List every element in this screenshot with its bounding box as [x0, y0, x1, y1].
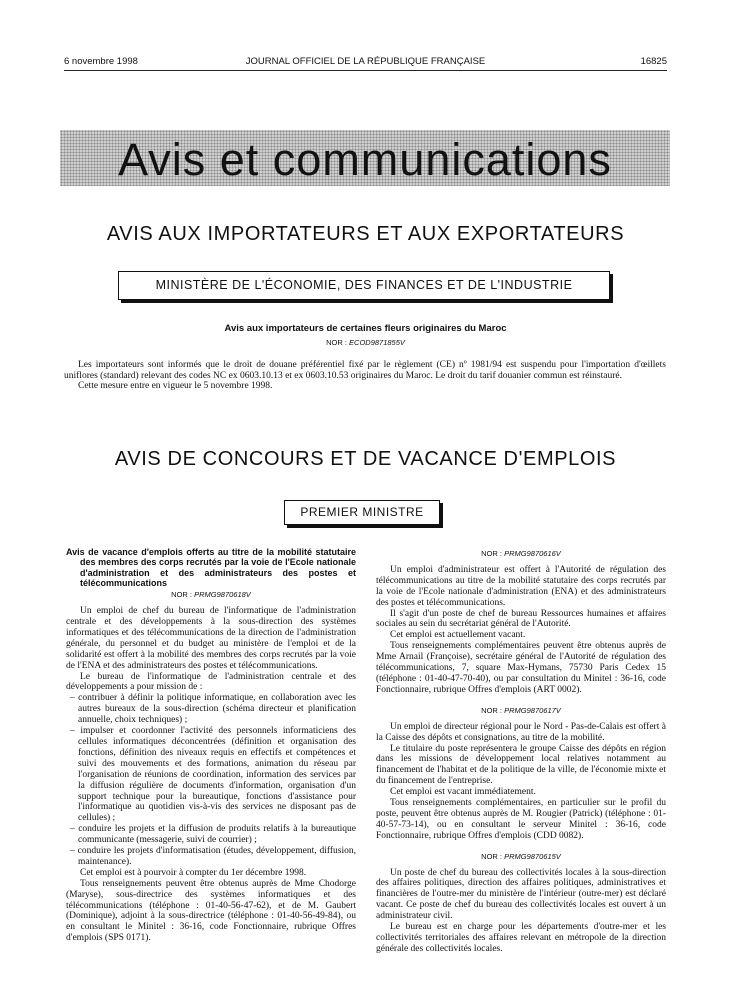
- issue-date: 6 novembre 1998: [64, 56, 138, 67]
- notice-paragraph: Les importateurs sont informés que le droit de douane préférentiel fixé par le règlement (CE) nº 1981/94 est suspendu pour l'importation d'œillets uniflores (standard) relevant des codes NC ex 0603.10.13 et ex 0603.10.53 originaires du Maroc. Le droit du tarif douanier commun est réinstauré.: [64, 360, 666, 381]
- paragraph: Il s'agit d'un poste de chef de bureau Ressources humaines et affaires sociales au sein du secrétariat général de l'Autorité.: [376, 608, 666, 630]
- ministry-box: [118, 271, 610, 300]
- paragraph: Cet emploi est vacant immédiatement.: [390, 787, 536, 798]
- authority-box: [284, 500, 440, 525]
- notice-body: [64, 360, 666, 392]
- header-rule: [64, 70, 667, 71]
- paragraph: Le bureau est en charge pour les départements d'outre-mer et les collectivités territoriales des affaires relevant en métropole de la direction générale des collectivités locales.: [376, 922, 666, 954]
- vacancy-nor: [66, 590, 356, 601]
- paragraph: Le bureau de l'informatique de l'administration centrale et des développements a pour mission de :: [66, 671, 356, 693]
- page-number: 16825: [640, 56, 667, 67]
- paragraph: Tous renseignements complémentaires peuvent être obtenus auprès de Mme Arnail (Françoise), secrétaire général de l'Autorité de régulation des télécommunications, 7, square Max-Hymans, 75730 Paris Cedex 15 (téléphone : 01-40-47-70-40), ou par consultation du Minitel : 36-16, code Fonctionnaire, rubrique Offres d'emplois (ART 0002).: [376, 641, 666, 695]
- block-gap: [376, 842, 666, 850]
- section-title-concours: AVIS DE CONCOURS ET DE VACANCE D'EMPLOIS: [114, 448, 617, 470]
- vacancy-nor: [376, 852, 666, 863]
- paragraph: Un emploi de chef du bureau de l'informatique de l'administration centrale et des développements à la sous-direction des systèmes informatiques et des télécommunications de la direction de l'administration générale, du personnel et du budget au ministère de l'emploi et de la solidarité est offert à la mobilité des membres des corps recrutés par la voie de l'ENA et des administrateurs des postes et télécommunications.: [66, 606, 356, 671]
- right-column: [376, 547, 666, 955]
- list-item: – contribuer à définir la politique informatique, en collaboration avec les autres bureaux de la sous-direction (schéma directeur et planification annuelle, choix techniques) ;: [66, 693, 356, 726]
- list-item: – conduire les projets d'informatisation (études, développement, diffusion, maintenance).: [66, 846, 356, 868]
- nor-code: PRMG9870615V: [504, 851, 561, 861]
- nor-label: NOR :: [326, 338, 347, 347]
- nor-code: PRMG9870618V: [194, 590, 251, 600]
- paragraph: Un poste de chef du bureau des collectivités locales à la sous-direction des affaires politiques, direction des affaires politiques, administratives et financières de l'outre-mer du ministère de l'intérieur (outre-mer) est déclaré vacant. Ce poste de chef du bureau des collectivités locales est ouvert à un administrateur civil.: [376, 867, 666, 922]
- notice-nor: [64, 338, 667, 347]
- vacancy-nor: [376, 549, 666, 560]
- journal-title: JOURNAL OFFICIEL DE LA RÉPUBLIQUE FRANÇAISE: [245, 56, 486, 67]
- paragraph: Un emploi d'administrateur est offert à l'Autorité de régulation des télécommunications au titre de la mobilité statutaire des corps recrutés par la voie de l'Ecole nationale d'administration (ENA) et des administrateurs des postes et télécommunications.: [376, 564, 666, 608]
- paragraph: Tous renseignements complémentaires, en particulier sur le profil du poste, peuvent être obtenus auprès de M. Rougier (Patrick) (téléphone : 01-40-57-73-14), ou en consultant le serveur Minitel : 36-16, code Fonctionnaire, rubrique Offres d'emplois (CDD 0082).: [376, 798, 666, 841]
- paragraph: Cet emploi est actuellement vacant.: [390, 630, 526, 641]
- mission-list: [66, 693, 356, 868]
- nor-label: NOR :: [171, 590, 193, 600]
- section-title-importateurs: AVIS AUX IMPORTATEURS ET AUX EXPORTATEURS: [106, 223, 625, 245]
- nor-code: PRMG9870616V: [504, 549, 561, 558]
- vacancy-nor: [376, 706, 666, 717]
- nor-label: NOR :: [481, 851, 503, 861]
- paragraph: Tous renseignements peuvent être obtenus auprès de Mme Chodorge (Maryse), sous-directrice des systèmes informatiques et des télécommunications (téléphone : 01-40-56-47-62), et de M. Gaubert (Dominique), adjoint à la sous-directrice (téléphone : 01-40-56-49-84), ou en consultant le Minitel : 36-16, code Fonctionnaire, rubrique Offres d'emplois (SPS 0171).: [66, 878, 356, 944]
- paragraph: Un emploi de directeur régional pour le Nord - Pas-de-Calais est offert à la Caisse des dépôts et consignations, au titre de la mobilité.: [376, 721, 666, 743]
- banner-title: Avis et communications: [118, 134, 612, 185]
- list-item: – impulser et coordonner l'activité des personnels informaticiens des cellules informatiques déconcentrées (définition et organisation des fonctions, définition des niveaux requis en effectifs et compétences et suivi des mouvements et des formations, animation du réseau par l'organisation de réunions de coordination, information des services par la diffusion régulière de documents d'information, organisation d'un support technique pour la bureautique, fonctions d'assistance pour l'informatique au quotidien vis-à-vis des services ne disposant pas de cellules) ;: [66, 726, 356, 824]
- notice-paragraph: Cette mesure entre en vigueur le 5 novembre 1998.: [78, 381, 273, 392]
- paragraph: Le titulaire du poste représentera le groupe Caisse des dépôts en région dans les missions de développement local relatives notamment au financement de l'habitat et de la politique de la ville, de l'économie mixte et du financement de l'entreprise.: [376, 743, 666, 787]
- running-head: [64, 56, 667, 70]
- block-gap: [376, 696, 666, 704]
- list-item: – conduire les projets et la diffusion de produits relatifs à la bureautique communicante (messagerie, suivi de courrier) ;: [66, 824, 356, 846]
- vacancy-title: Avis de vacance d'emplois offerts au titre de la mobilité statutaire des membres des corps recrutés par la voie de l'Ecole nationale d'administration et des administrateurs des postes et télécommunications: [66, 547, 356, 588]
- nor-code: PRMG9870617V: [504, 705, 561, 715]
- nor-label: NOR :: [481, 549, 503, 558]
- notice-title: Avis aux importateurs de certaines fleurs originaires du Maroc: [224, 323, 507, 334]
- section-banner: [60, 130, 670, 186]
- nor-label: NOR :: [481, 705, 503, 715]
- ministry-name: MINISTÈRE DE L'ÉCONOMIE, DES FINANCES ET DE L'INDUSTRIE: [155, 278, 573, 292]
- authority-name: PREMIER MINISTRE: [300, 505, 424, 519]
- paragraph: Cet emploi est à pourvoir à compter du 1er décembre 1998.: [80, 867, 307, 878]
- nor-code: ECOD9871855V: [349, 338, 405, 347]
- left-column: [66, 547, 356, 944]
